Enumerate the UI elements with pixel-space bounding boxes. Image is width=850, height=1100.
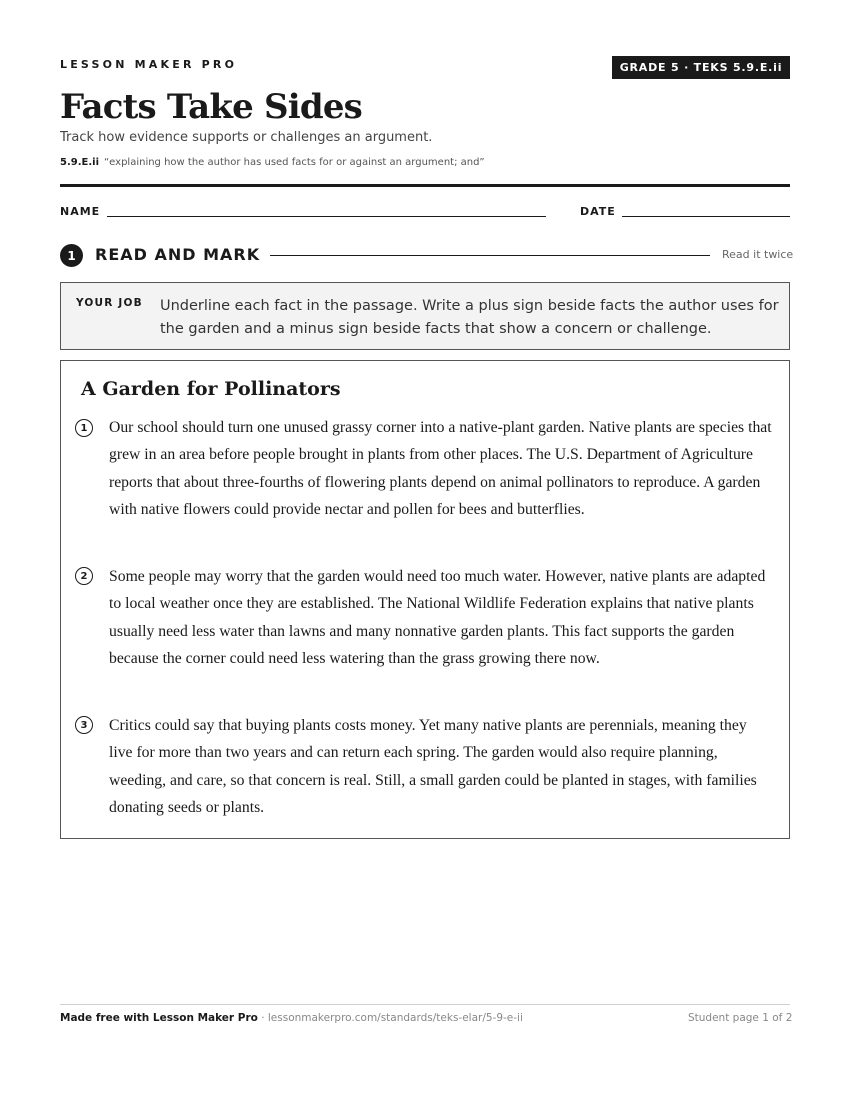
passage-title: A Garden for Pollinators [81,378,341,400]
standard-code: 5.9.E.ii [60,157,99,168]
footer-credit [60,1012,523,1024]
standard-line [60,157,485,168]
instructions-box [60,282,790,350]
instructions-label: YOUR JOB [76,297,143,309]
date-label: DATE [580,205,616,218]
paragraph-number-3: 3 [75,716,93,734]
footer-url[interactable]: · lessonmakerpro.com/standards/teks-elar/5-9-e-ii [257,1012,523,1024]
paragraph-1[interactable]: Our school should turn one unused grassy corner into a native-plant garden. Native plants are species that grew in an area before people brought in plants from other places. The U.S. Department of Agriculture reports that about three-fourths of flowering plants depend on animal pollinators to reproduce. A garden with native flowers could provide nectar and pollen for bees and butterflies. [109,419,772,519]
section-note: Read it twice [722,248,794,261]
section-divider [270,255,710,256]
name-label: NAME [60,205,101,218]
section-number-badge: 1 [60,244,83,267]
header-divider [60,184,790,187]
standard-text: “explaining how the author has used facts for or against an argument; and” [104,157,485,168]
date-field[interactable] [622,216,790,217]
grade-badge: GRADE 5 · TEKS 5.9.E.ii [612,56,790,79]
name-field[interactable] [107,216,546,217]
paragraph-3[interactable]: Critics could say that buying plants costs money. Yet many native plants are perennials, meaning they live for more than two years and can return each spring. The garden would also require planning, weeding, and care, so that concern is real. Still, a small garden could be planted in stages, with families donating seeds or plants. [109,717,757,817]
footer-made-with: Made free with Lesson Maker Pro [60,1012,258,1024]
paragraph-2[interactable]: Some people may worry that the garden would need too much water. However, native plants are adapted to local weather once they are established. The National Wildlife Federation explains that native plants usually need less water than lawns and many nonnative garden plants. This fact supports the garden because the corner could need less watering than the grass growing there now. [109,568,766,668]
page-title: Facts Take Sides [60,87,363,127]
footer-divider [60,1004,790,1005]
instructions-text: Underline each fact in the passage. Write a plus sign beside facts the author uses for the garden and a minus sign beside facts that show a concern or challenge. [160,298,779,337]
brand-name: LESSON MAKER PRO [60,58,238,71]
page-subtitle: Track how evidence supports or challenges an argument. [60,130,433,145]
passage-box [60,360,790,839]
paragraph-number-2: 2 [75,567,93,585]
paragraph-number-1: 1 [75,419,93,437]
footer-page-number: Student page 1 of 2 [688,1012,793,1024]
section-title: READ AND MARK [95,245,261,264]
